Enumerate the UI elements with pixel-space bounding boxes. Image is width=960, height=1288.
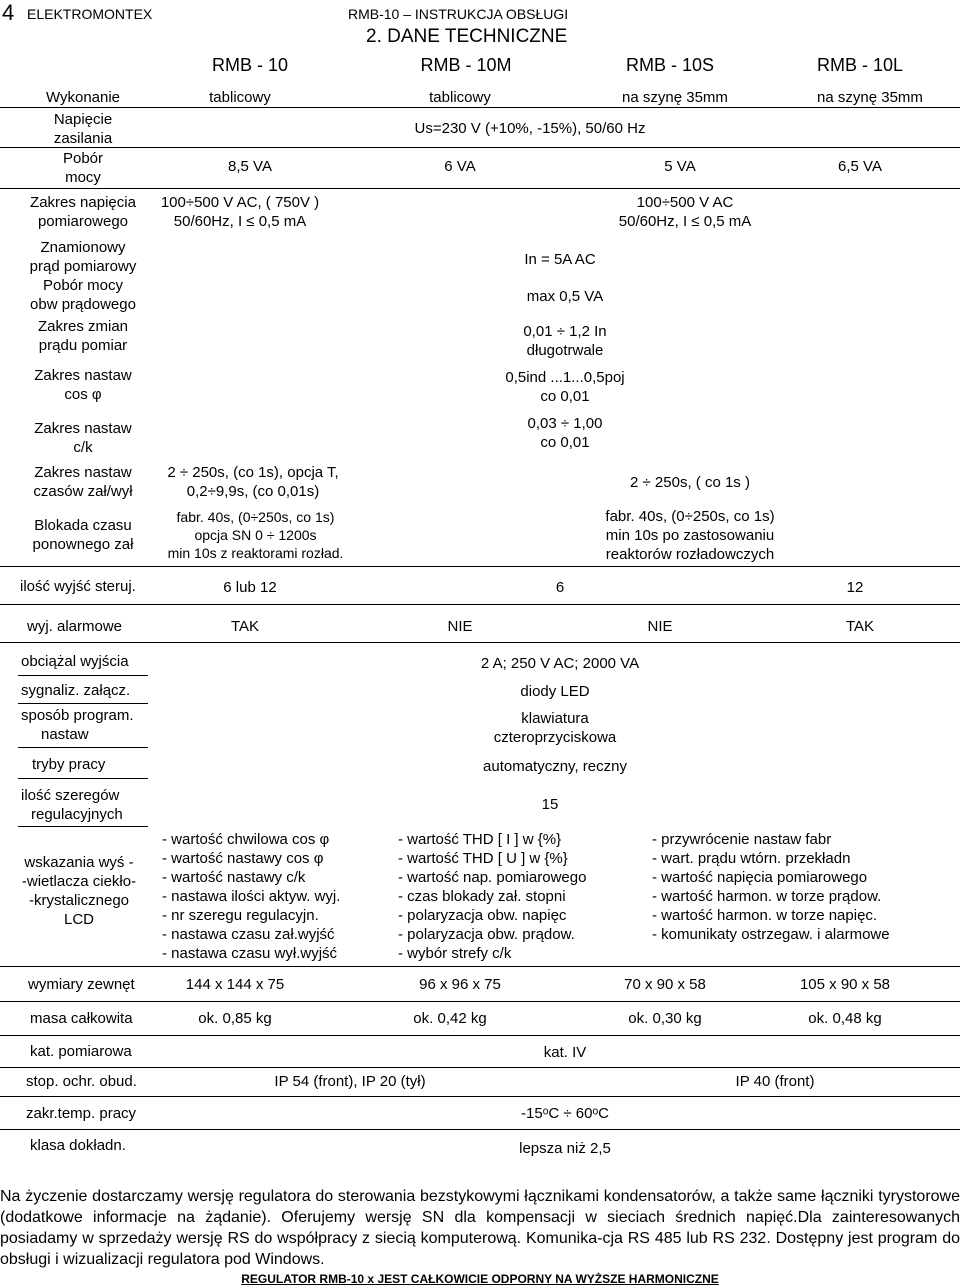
cell-value: automatyczny, reczny xyxy=(483,758,627,775)
row-label: Zakres nastaw cos φ xyxy=(34,367,132,403)
row-label: Wykonanie xyxy=(45,89,121,106)
row-label: ilość szeregów regulacyjnych xyxy=(21,787,123,823)
cell-value: klawiatura czteroprzyciskowa xyxy=(493,710,617,746)
cell-value: max 0,5 VA xyxy=(526,288,604,305)
cell-value: 144 x 144 x 75 xyxy=(185,976,285,993)
company-name: ELEKTROMONTEX xyxy=(27,6,153,22)
section-title: 2. DANE TECHNICZNE xyxy=(366,26,568,47)
cell-value: 70 x 90 x 58 xyxy=(624,976,706,993)
cell-value: 2 A; 250 V AC; 2000 VA xyxy=(480,655,640,672)
row-label: ilość wyjść steruj. xyxy=(20,578,136,595)
row-label: Pobór mocy obw prądowego xyxy=(30,277,136,313)
row-label: stop. ochr. obud. xyxy=(26,1073,137,1090)
row-divider xyxy=(18,675,148,676)
cell-value: 2 ÷ 250s, (co 1s), opcja T, 0,2÷9,9s, (co 0,01s) xyxy=(167,464,339,500)
cell-value: TAK xyxy=(230,618,260,635)
cell-value: 12 xyxy=(846,579,864,596)
cell-value: lepsza niż 2,5 xyxy=(519,1140,611,1157)
cell-value: Us=230 V (+10%, -15%), 50/60 Hz xyxy=(414,120,646,137)
row-divider xyxy=(0,1129,960,1130)
row-label: sposób program. nastaw xyxy=(21,707,134,743)
row-label: sygnaliz. załącz. xyxy=(21,682,131,699)
cell-value: 100÷500 V AC, ( 750V ) 50/60Hz, I ≤ 0,5 mA xyxy=(160,194,320,230)
cell-value: fabr. 40s, (0÷250s, co 1s) opcja SN 0 ÷ 1200s min 10s z reaktorami rozład. xyxy=(167,509,344,561)
cell-value: IP 54 (front), IP 20 (tył) xyxy=(274,1073,426,1090)
cell-value: -15ᵒC ÷ 60ᵒC xyxy=(521,1105,609,1122)
lcd-list-1: - wartość chwilowa cos φ - wartość nastawy cos φ - wartość nastawy c/k - nastawa ilości aktyw. wyj. - nr szeregu regulacyjn. - nastawa czasu zał.wyjść - nastawa czasu wył.wyjść xyxy=(162,831,341,962)
doc-title: RMB-10 – INSTRUKCJA OBSŁUGI xyxy=(348,6,569,22)
cell-value: In = 5A AC xyxy=(524,251,596,268)
row-divider xyxy=(0,566,960,567)
row-label: Znamionowy prąd pomiarowy xyxy=(29,239,137,275)
row-label: Pobór mocy xyxy=(62,150,104,186)
cell-value: IP 40 (front) xyxy=(735,1073,815,1090)
row-divider xyxy=(18,778,148,779)
cell-value: ok. 0,48 kg xyxy=(808,1010,882,1027)
cell-value: 6 VA xyxy=(444,158,476,175)
row-label: Zakres nastaw czasów zał/wył xyxy=(33,464,133,500)
row-divider xyxy=(0,1096,960,1097)
footer-note: REGULATOR RMB-10 x JEST CAŁKOWICIE ODPORNY NA WYŻSZE HARMONICZNE xyxy=(241,1272,719,1286)
cell-value: 96 x 96 x 75 xyxy=(419,976,501,993)
cell-value: 0,01 ÷ 1,2 In długotrwale xyxy=(523,323,607,359)
row-divider xyxy=(0,1001,960,1002)
cell-value: kat. IV xyxy=(543,1044,587,1061)
row-label: Napięcie zasilania xyxy=(53,111,113,147)
row-label: klasa dokładn. xyxy=(30,1137,126,1154)
row-label: obciążal wyjścia xyxy=(21,653,129,670)
page-number: 4 xyxy=(2,0,15,25)
lcd-list-3: - przywrócenie nastaw fabr - wart. prądu wtórn. przekładn - wartość napięcia pomiarowego - wartość harmon. w torze prądow. - wartość harmon. w torze napięc. - komunikaty ostrzegaw. i alarmowe xyxy=(652,831,890,943)
row-divider xyxy=(0,1067,960,1068)
cell-value: tablicowy xyxy=(429,89,491,106)
row-divider xyxy=(18,826,148,827)
cell-value: 0,5ind ...1...0,5poj co 0,01 xyxy=(505,369,625,405)
row-divider xyxy=(0,966,960,967)
cell-value: 6 xyxy=(555,579,565,596)
cell-value: 8,5 VA xyxy=(228,158,272,175)
lcd-list-2: - wartość THD [ I ] w {%} - wartość THD [ U ] w {%} - wartość nap. pomiarowego - czas blokady zał. stopni - polaryzacja obw. napięc - polaryzacja obw. prądow. - wybór strefy c/k xyxy=(398,831,587,962)
model-heading: RMB - 10L xyxy=(816,55,904,75)
cell-value: NIE xyxy=(447,618,473,635)
row-label: wymiary zewnęt xyxy=(28,976,135,993)
cell-value: na szynę 35mm xyxy=(817,89,923,106)
cell-value: 6,5 VA xyxy=(838,158,882,175)
cell-value: ok. 0,30 kg xyxy=(628,1010,702,1027)
row-label: Zakres napięcia pomiarowego xyxy=(30,194,136,230)
row-label: masa całkowita xyxy=(30,1010,133,1027)
row-label: kat. pomiarowa xyxy=(30,1043,132,1060)
row-divider xyxy=(0,604,960,605)
cell-value: 6 lub 12 xyxy=(223,579,277,596)
row-divider xyxy=(18,703,148,704)
row-label: wyj. alarmowe xyxy=(27,618,123,635)
cell-value: tablicowy xyxy=(209,89,271,106)
row-divider xyxy=(0,107,960,108)
row-divider xyxy=(0,1035,960,1036)
row-label: Blokada czasu ponownego zał xyxy=(32,517,134,553)
row-label: zakr.temp. pracy xyxy=(26,1105,137,1122)
cell-value: na szynę 35mm xyxy=(622,89,728,106)
cell-value: 15 xyxy=(541,796,559,813)
cell-value: 105 x 90 x 58 xyxy=(799,976,891,993)
row-divider xyxy=(0,147,960,148)
model-heading: RMB - 10M xyxy=(420,55,512,75)
row-label: Zakres nastaw c/k xyxy=(34,420,132,456)
cell-value: 100÷500 V AC 50/60Hz, I ≤ 0,5 mA xyxy=(618,194,752,230)
cell-value: ok. 0,85 kg xyxy=(198,1010,272,1027)
row-divider xyxy=(0,642,960,643)
cell-value: NIE xyxy=(647,618,673,635)
row-label: tryby pracy xyxy=(32,756,106,773)
row-label: Zakres zmian prądu pomiar xyxy=(37,318,129,354)
cell-value: ok. 0,42 kg xyxy=(413,1010,487,1027)
row-label: wskazania wyś - -wietlacza ciekło- -krystalicznego LCD xyxy=(21,854,137,928)
footer-paragraph: Na życzenie dostarczamy wersję regulatora do sterowania bezstykowymi łącznikami kondensatorów, a także same łączniki tyrystorowe (dodatkowe informacje na żądanie). Oferujemy wersję SN dla kompensacji w sieciach średnich napięć.Dla zainteresowanych posiadamy w sprzedaży wersję RS do współpracy z siecią komputerową. Komunika-cja RS 485 lub RS 232. Dostępny jest program do obsługi i wizualizacji regulatora pod Windows. xyxy=(0,1188,960,1268)
cell-value: 2 ÷ 250s, ( co 1s ) xyxy=(630,474,750,491)
row-divider xyxy=(18,747,148,748)
cell-value: fabr. 40s, (0÷250s, co 1s) min 10s po zastosowaniu reaktorów rozładowczych xyxy=(605,508,775,563)
cell-value: diody LED xyxy=(520,683,590,700)
cell-value: TAK xyxy=(845,618,875,635)
cell-value: 5 VA xyxy=(664,158,696,175)
model-heading: RMB - 10S xyxy=(625,55,715,75)
cell-value: 0,03 ÷ 1,00 co 0,01 xyxy=(527,415,603,451)
model-heading: RMB - 10 xyxy=(211,55,289,75)
row-divider xyxy=(0,188,960,189)
